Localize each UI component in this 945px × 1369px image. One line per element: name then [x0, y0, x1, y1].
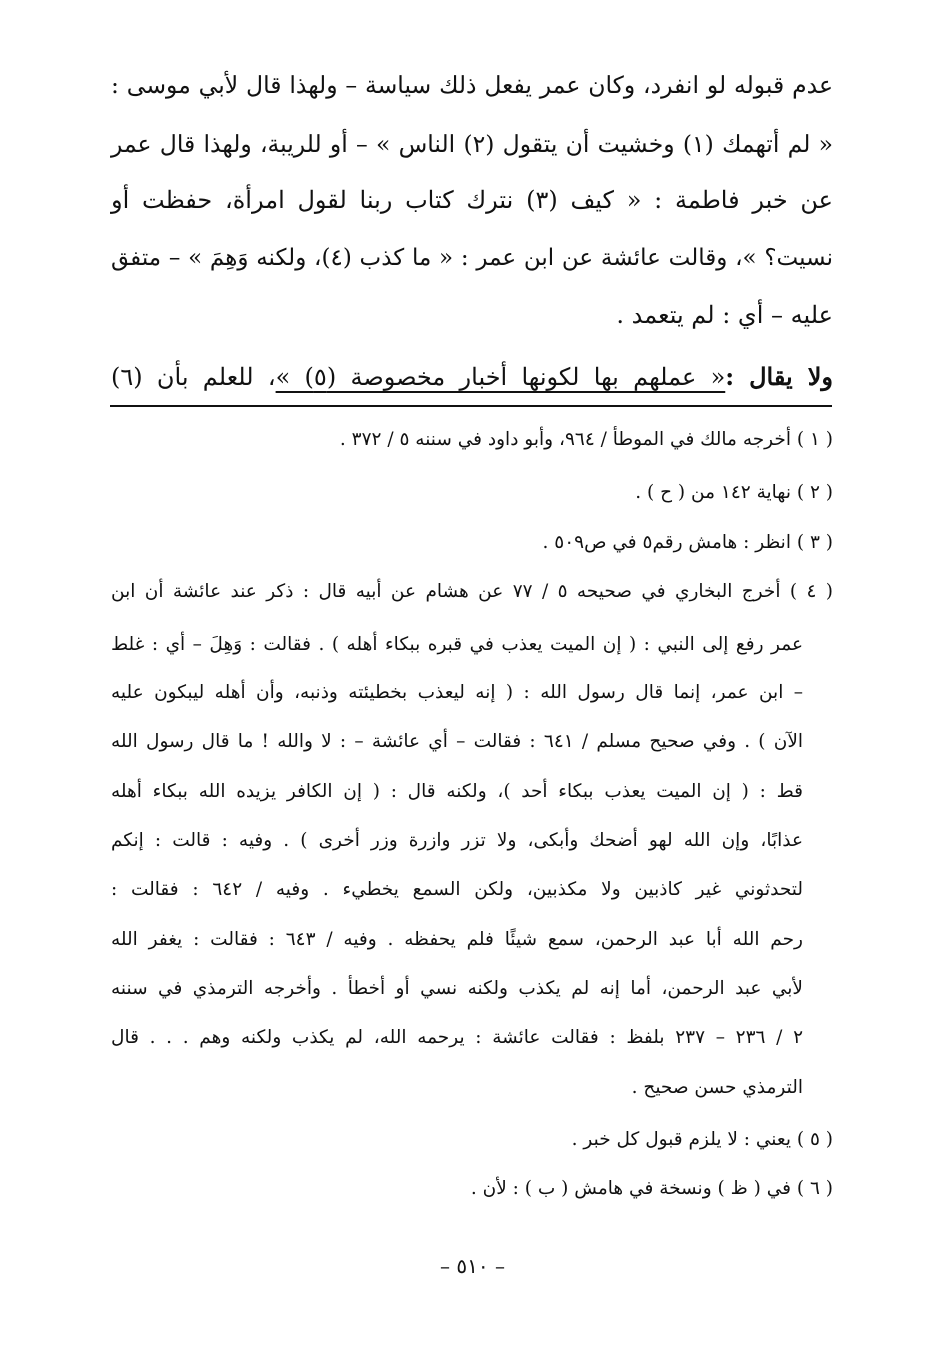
main-text-line-5: عليه – أي : لم يتعمد . — [616, 301, 833, 329]
footnote-4-line-9: لأبي عبد الرحمن، أما إنه لم يكذب ولكنه نسي أو أخطأ . وأخرجه الترمذي في سننه — [111, 978, 803, 999]
la-yuqal-lead: ولا يقال : — [725, 362, 833, 391]
main-text-line-6 — [111, 362, 833, 392]
footnote-1: ( ١ ) أخرجه مالك في الموطأ / ٩٦٤، وأبو داود في سننه ٥ / ٣٧٢ . — [339, 429, 833, 450]
footnote-4-line-8: رحم الله أبا عبد الرحمن، سمع شيئًا فلم يحفظه . وفيه / ٦٤٣ : فقالت : يغفر الله — [111, 929, 803, 950]
footnote-4-line-7: لتحدثوني غير كاذبين ولا مكذبين، ولكن السمع يخطيء . وفيه / ٦٤٢ : فقالت : — [111, 879, 804, 900]
footnote-4-line-4: الآن ) . وفي صحيح مسلم / ٦٤١ : فقالت – أي عائشة – : لا والله ! ما قال رسول الله — [111, 731, 804, 752]
footnote-4-line-3: – ابن عمر، إنما قال رسول الله : ( إنه ليعذب بخطيئته وذنبه، وأن أهله ليبكون عليه — [111, 682, 803, 703]
footnote-6: ( ٦ ) في ( ظ ) ونسخة في هامش ( ب ) : لأن . — [470, 1178, 833, 1199]
page-number: – ٥١٠ – — [440, 1254, 505, 1278]
line-tail: ، للعلم بأن (٦) — [111, 363, 276, 391]
footnote-4-line-5: قط : ( إن الميت يعذب ببكاء أحد )، ولكنه قال : ( إن الكافر يزيده الله ببكاء أهله — [111, 781, 803, 802]
footnote-separator — [110, 405, 832, 407]
footnote-5: ( ٥ ) يعني : لا يلزم قبول كل خبر . — [571, 1129, 833, 1150]
footnote-3: ( ٣ ) انظر : هامش رقم٥ في ص٥٠٩ . — [542, 532, 833, 553]
main-text-line-3: عن خبر فاطمة : « كيف (٣) نترك كتاب ربنا لقول امرأة، حفظت أو — [111, 186, 833, 214]
footnote-4-line-11: الترمذي حسن صحيح . — [631, 1077, 803, 1098]
main-text-line-2: « لم أتهمك (١) وخشيت أن يتقول (٢) الناس » – أو للريبة، ولهذا قال عمر — [111, 130, 834, 158]
footnote-4-line-1: ( ٤ ) أخرج البخاري في صحيحه ٥ / ٧٧ عن هشام عن أبيه قال : ذكر عند عائشة أن ابن — [111, 581, 833, 602]
footnote-4-line-6: عذابًا، وإن الله لهو أضحك وأبكى، ولا تزر وازرة وزر أخرى ) . وفيه : قالت : إنكم — [111, 830, 803, 851]
footnote-4-line-10: ٢ / ٢٣٦ – ٢٣٧ بلفظ : فقالت عائشة : يرحمه الله، لم يكذب ولكنه وهم . . . قال — [111, 1027, 803, 1048]
quoted-phrase: « عملهم بها لكونها أخبار مخصوصة (٥) » — [275, 363, 726, 391]
main-text-line-4: نسيت؟ »، وقالت عائشة عن ابن عمر : « ما كذب (٤)، ولكنه وَهِمَ » – متفق — [111, 245, 833, 271]
main-text-line-1: عدم قبوله لو انفرد، وكان عمر يفعل ذلك سياسة – ولهذا قال لأبي موسى : — [111, 71, 833, 99]
footnote-4-line-2: عمر رفع إلى النبي : ( إن الميت يعذب في قبره ببكاء أهله ) . فقالت : وَهِلَ – أي : غلط — [111, 634, 803, 655]
footnote-2: ( ٢ ) نهاية ١٤٢ من ( ح ) . — [635, 482, 833, 503]
